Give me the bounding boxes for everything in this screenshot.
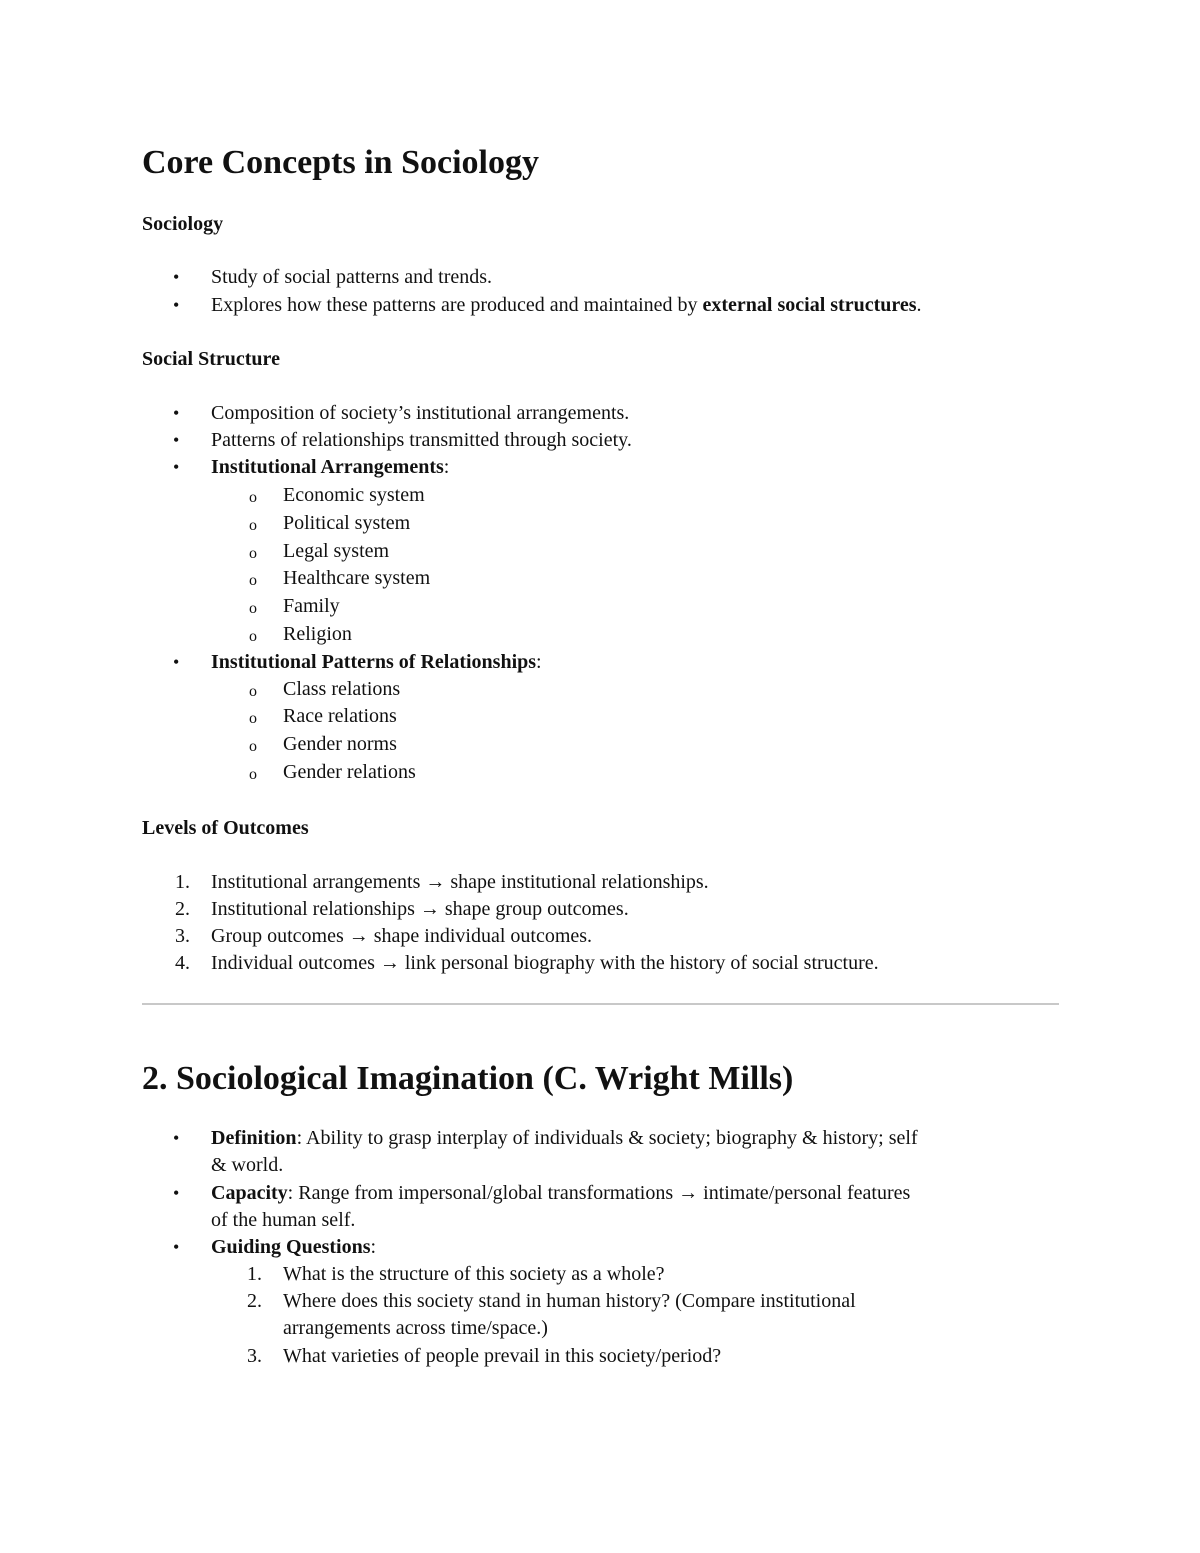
circle-bullet-icon: o [249,738,257,755]
bullet-icon: • [173,1128,180,1148]
numbered-item-text: What varieties of people prevail in this society/period? [283,1345,722,1367]
list-item [173,454,450,481]
list-item-continuation: & world. [211,1154,284,1176]
list-number: 3. [247,1345,262,1367]
circle-bullet-icon: o [249,710,257,727]
numbered-item [175,896,629,923]
sub-list-item-text: Religion [283,623,352,645]
circle-bullet-icon: o [249,489,257,506]
list-number: 3. [175,925,190,947]
list-item-text: Patterns of relationships transmitted through society. [211,429,632,451]
list-item-text: Composition of society’s institutional arrangements. [211,402,630,424]
list-item-continuation: of the human self. [211,1209,356,1231]
punctuation: : [370,1236,377,1258]
sub-list-item-text: Political system [283,512,411,534]
sub-list-item-text: Legal system [283,540,390,562]
list-item [173,1125,918,1152]
bullet-icon: • [173,267,180,287]
circle-bullet-icon: o [249,683,257,700]
circle-bullet-icon: o [249,517,257,534]
punctuation: : [536,651,542,673]
circle-bullet-icon: o [249,572,257,589]
list-item-text: : Range from impersonal/global transformations → intimate/personal features [287,1182,911,1204]
circle-bullet-icon: o [249,628,257,645]
list-item-text: : Ability to grasp interplay of individuals & society; biography & history; self [296,1127,918,1149]
sub-list-item-text: Family [283,595,340,617]
sub-list-item [249,731,397,758]
bullet-icon: • [173,295,180,315]
numbered-item-text: What is the structure of this society as a whole? [283,1263,665,1285]
list-item-text: Study of social patterns and trends. [211,266,493,288]
list-number: 4. [175,952,190,974]
bullet-icon: • [173,430,180,450]
section-divider [142,1003,1059,1005]
sub-list-item [249,676,401,703]
list-item [173,1180,911,1207]
bold-term: Definition [211,1127,297,1149]
list-item [173,649,542,676]
numbered-item-text: Where does this society stand in human history? (Compare institutional [283,1290,856,1312]
sub-list-item [249,538,390,565]
list-item [173,264,493,291]
sub-list-item-text: Race relations [283,705,397,727]
numbered-item [247,1261,665,1288]
list-number: 1. [247,1263,262,1285]
sub-list-item-text: Economic system [283,484,425,506]
page-title: Core Concepts in Sociology [142,144,539,181]
sub-list-item [249,621,352,648]
bullet-icon: • [173,652,180,672]
sub-list-item [249,565,431,592]
heading-social-structure: Social Structure [142,348,280,370]
sub-list-item-text: Class relations [283,678,401,700]
numbered-item [175,950,879,977]
numbered-item-text: Individual outcomes → link personal biography with the history of social structure. [211,952,879,974]
list-item [173,1234,377,1261]
numbered-item [175,923,593,950]
sub-list-item-text: Gender relations [283,761,416,783]
circle-bullet-icon: o [249,766,257,783]
numbered-item [247,1288,856,1315]
bullet-icon: • [173,457,180,477]
numbered-item-continuation: arrangements across time/space.) [283,1317,548,1339]
bold-term: Institutional Arrangements [211,456,444,478]
numbered-item-text: Group outcomes → shape individual outcomes. [211,925,593,947]
bold-term: Capacity [211,1182,288,1204]
list-number: 2. [247,1290,262,1312]
list-number: 2. [175,898,190,920]
sub-list-item [249,759,416,786]
heading-sociology: Sociology [142,213,224,235]
bullet-icon: • [173,1237,180,1257]
list-item [173,400,630,427]
bold-term: external social structures [702,294,917,316]
bold-term: Institutional Patterns of Relationships [211,651,537,673]
heading-levels-of-outcomes: Levels of Outcomes [142,817,309,839]
sub-list-item [249,510,411,537]
numbered-item [247,1343,722,1370]
sub-list-item-text: Gender norms [283,733,397,755]
sub-list-item [249,593,340,620]
numbered-item [175,869,709,896]
punctuation: : [443,456,450,478]
bullet-icon: • [173,403,180,423]
bullet-icon: • [173,1183,180,1203]
sub-list-item-text: Healthcare system [283,567,431,589]
section-title: 2. Sociological Imagination (C. Wright Mills) [142,1060,794,1097]
list-number: 1. [175,871,190,893]
bold-term: Guiding Questions [211,1236,371,1258]
list-item [173,427,632,454]
list-item [173,292,922,319]
circle-bullet-icon: o [249,545,257,562]
punctuation: . [916,294,922,316]
numbered-item-text: Institutional relationships → shape group outcomes. [211,898,629,920]
sub-list-item [249,482,425,509]
circle-bullet-icon: o [249,600,257,617]
sub-list-item [249,703,397,730]
list-item-text: Explores how these patterns are produced and maintained by [211,294,703,316]
numbered-item-text: Institutional arrangements → shape institutional relationships. [211,871,709,893]
